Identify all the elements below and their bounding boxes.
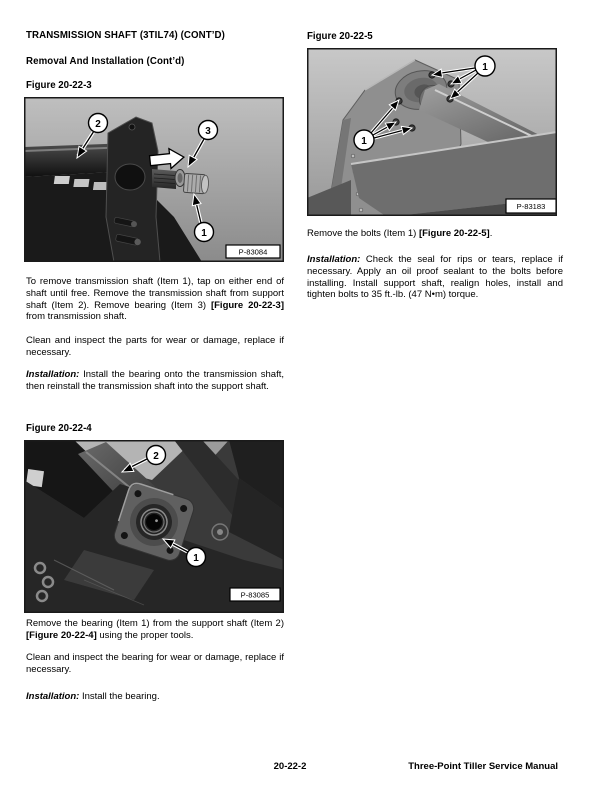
figure-20-22-4-photo [24,440,284,613]
svg-text:1: 1 [201,227,207,239]
figure-20-22-3-photo [24,97,284,262]
installation-lead: Installation: [307,254,361,265]
paragraph-remove-bearing: Remove the bearing (Item 1) from the support shaft (Item 2) [Figure 20-22-4] using the proper tools. [26,618,284,641]
paragraph-install-bearing-shaft: Installation: Install the bearing onto the transmission shaft, then reinstall the transmission shaft into the support shaft. [26,369,284,392]
callout-1-left-badge [354,130,374,150]
svg-text:1: 1 [193,552,199,564]
paragraph-remove-shaft: To remove transmission shaft (Item 1), tap on either end of shaft until free. Remove the transmission shaft from support shaft (Item 2). Remove bearing (Item 3) [Figure 20-22-3] from transmission shaft. [26,276,284,323]
svg-text:P-83084: P-83084 [238,247,268,257]
svg-text:P-83085: P-83085 [240,590,270,600]
paragraph-install-bearing: Installation: Install the bearing. [26,691,160,702]
callout-2-badge [147,446,166,465]
installation-lead: Installation: [26,691,80,702]
callout-1-badge [187,548,206,567]
paragraph-clean-bearing: Clean and inspect the bearing for wear or damage, replace if necessary. [26,652,284,675]
svg-text:1: 1 [361,135,367,147]
svg-text:P-83183: P-83183 [516,202,546,211]
footer-manual-title: Three-Point Tiller Service Manual [408,761,558,772]
figure-reference: [Figure 20-22-5] [418,228,490,239]
footer-page-number: 20-22-2 [273,761,307,772]
callout-3-badge [199,121,218,140]
figure-reference: [Figure 20-22-4] [26,629,97,641]
figure-reference: [Figure 20-22-3] [210,299,284,311]
callout-1-badge [195,223,214,242]
figure-20-22-5-caption: Figure 20-22-5 [307,31,373,42]
svg-text:1: 1 [482,61,488,73]
splined-coupler [183,173,209,194]
svg-text:3: 3 [205,125,211,137]
figure-20-22-5-photo [307,48,557,216]
callout-2-badge [89,114,108,133]
photo-id-label [226,245,280,258]
svg-text:2: 2 [153,450,159,462]
figure-20-22-4-caption: Figure 20-22-4 [26,423,92,434]
transmission-shaft [152,169,176,189]
section-title: TRANSMISSION SHAFT (3TIL74) (CONT’D) [26,30,225,41]
installation-lead: Installation: [26,369,80,380]
paragraph-install-bolts: Installation: Check the seal for rips or tears, replace if necessary. Apply an oil proof sealant to the bolts before installing. Install support shaft, realign holes, install and tighten bolts to 35 ft.-lb. (47 N•m) torque. [307,254,563,301]
figure-20-22-3-caption: Figure 20-22-3 [26,80,92,91]
photo-id-label [230,588,280,601]
stud [212,524,228,540]
paragraph-remove-bolts: Remove the bolts (Item 1) [Figure 20-22-5]. [307,228,493,239]
paragraph-clean-parts: Clean and inspect the parts for wear or damage, replace if necessary. [26,335,284,358]
photo-id-label [506,199,556,213]
mounting-plate [106,117,160,262]
subsection-title: Removal And Installation (Cont’d) [26,56,185,67]
svg-text:2: 2 [95,118,101,130]
callout-1-top-badge [475,56,495,76]
